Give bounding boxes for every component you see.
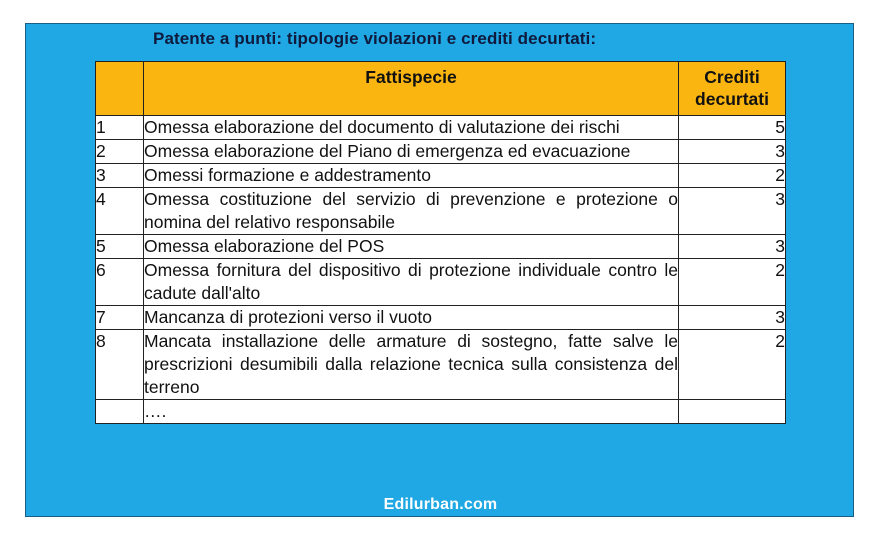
- footer-site-name: Edilurban.com: [383, 496, 498, 513]
- row-description: Omessa elaborazione del Piano di emergenza ed evacuazione: [144, 140, 679, 164]
- row-number: 8: [96, 330, 144, 400]
- table-row: [96, 330, 786, 400]
- row-number: [96, 400, 144, 424]
- row-description: Omessa costituzione del servizio di prevenzione e protezione o nomina del relativo responsabile: [144, 188, 679, 235]
- row-credits: 5: [679, 116, 786, 140]
- row-number: 5: [96, 235, 144, 259]
- row-credits: [679, 400, 786, 424]
- table-row: [96, 116, 786, 140]
- row-number: 6: [96, 259, 144, 306]
- row-credits: 3: [679, 188, 786, 235]
- header-credits-line1: Crediti: [704, 67, 760, 87]
- header-description: Fattispecie: [144, 62, 679, 116]
- row-description: Omessa elaborazione del POS: [144, 235, 679, 259]
- header-number: [96, 62, 144, 116]
- panel-title: Patente a punti: tipologie violazioni e crediti decurtati:: [153, 29, 597, 48]
- row-credits: 2: [679, 259, 786, 306]
- info-panel: [25, 23, 854, 517]
- header-credits: [679, 62, 786, 116]
- row-number: 2: [96, 140, 144, 164]
- row-number: 1: [96, 116, 144, 140]
- table-row: [96, 259, 786, 306]
- row-number: 3: [96, 164, 144, 188]
- table-header-row: [96, 62, 786, 116]
- row-description: ….: [144, 400, 679, 424]
- row-description: Omessa fornitura del dispositivo di protezione individuale contro le cadute dall'alto: [144, 259, 679, 306]
- table-row: [96, 306, 786, 330]
- row-number: 7: [96, 306, 144, 330]
- row-credits: 2: [679, 164, 786, 188]
- table-row: [96, 188, 786, 235]
- row-description: Omessi formazione e addestramento: [144, 164, 679, 188]
- row-credits: 3: [679, 235, 786, 259]
- row-description: Mancanza di protezioni verso il vuoto: [144, 306, 679, 330]
- row-description: Omessa elaborazione del documento di valutazione dei rischi: [144, 116, 679, 140]
- row-credits: 3: [679, 140, 786, 164]
- table-row: [96, 140, 786, 164]
- row-description: Mancata installazione delle armature di sostegno, fatte salve le prescrizioni desumibili dalla relazione tecnica sulla consistenza del terreno: [144, 330, 679, 400]
- row-credits: 2: [679, 330, 786, 400]
- row-credits: 3: [679, 306, 786, 330]
- header-credits-line2: decurtati: [695, 89, 769, 109]
- row-number: 4: [96, 188, 144, 235]
- violations-table: [95, 61, 786, 424]
- table-row: [96, 235, 786, 259]
- table-row: [96, 164, 786, 188]
- table-row: [96, 400, 786, 424]
